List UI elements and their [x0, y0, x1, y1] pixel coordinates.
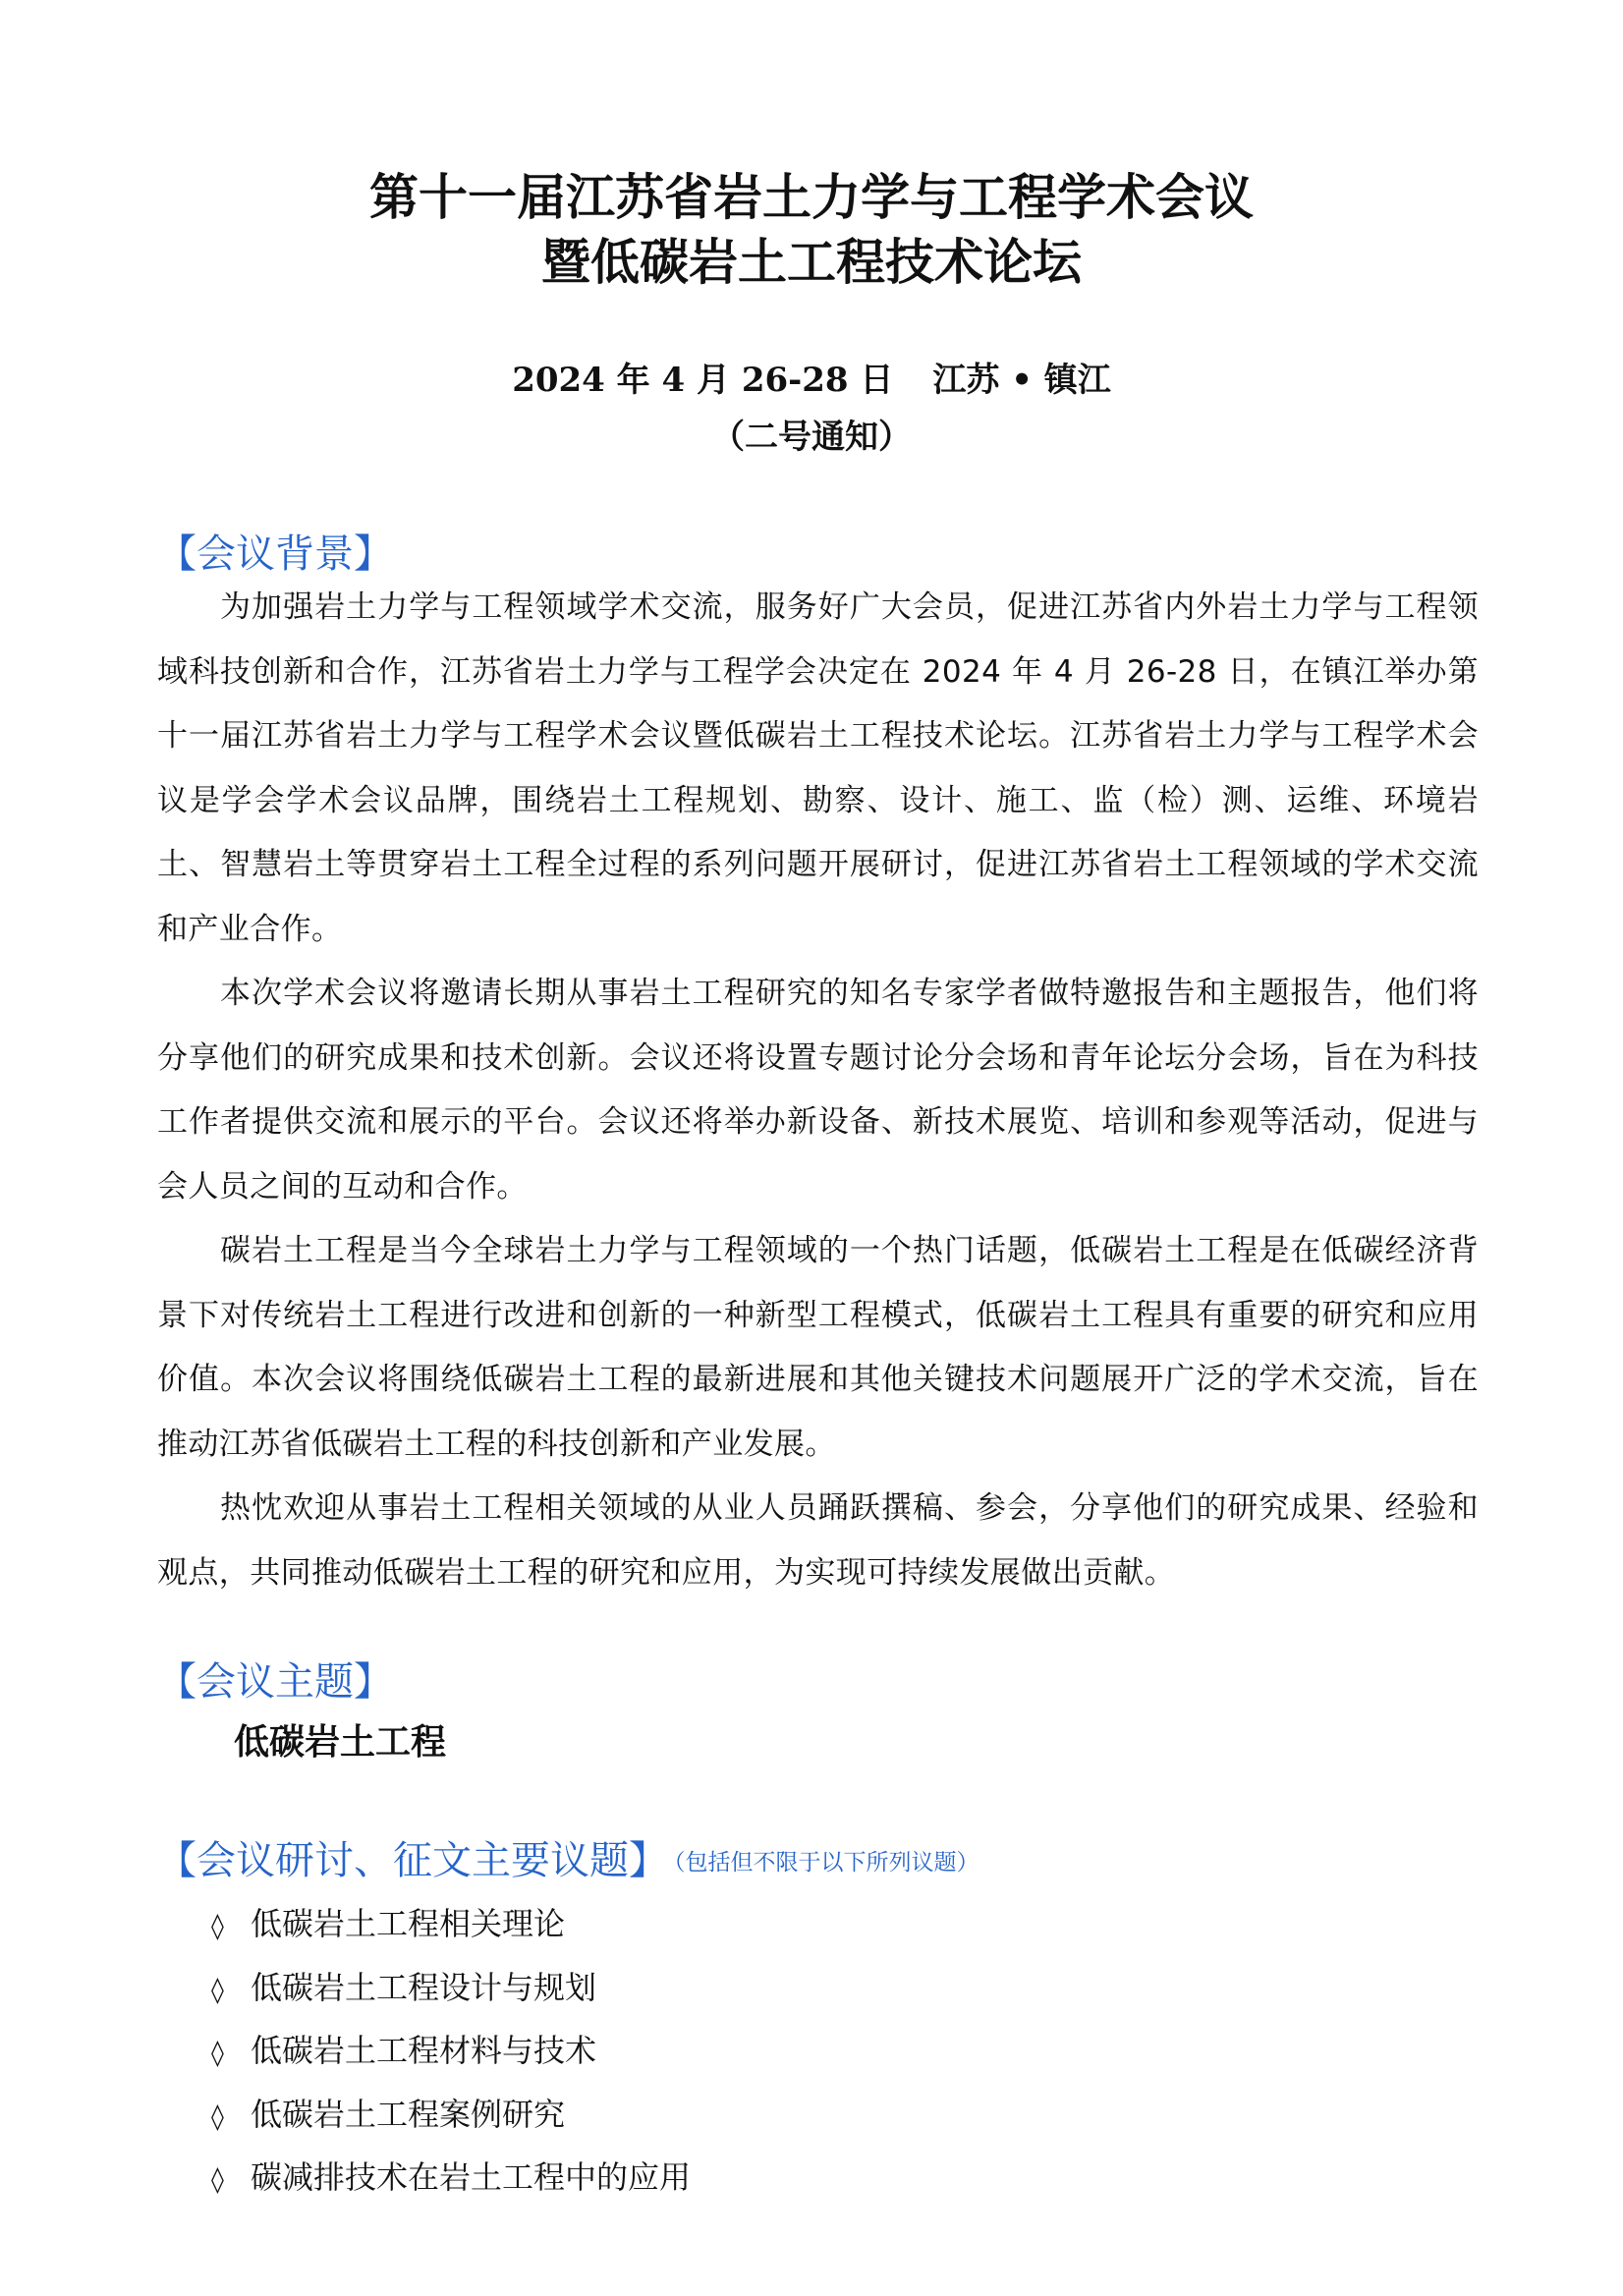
- diamond-bullet-icon: ◊: [211, 2101, 224, 2132]
- conference-meta: [0, 352, 1623, 466]
- list-item: [211, 1894, 691, 1958]
- background-paragraph-3: 碳岩土工程是当今全球岩土力学与工程领域的一个热门话题，低碳岩土工程是在低碳经济背景下对传统岩土工程进行改进和创新的一种新型工程模式，低碳岩土工程具有重要的研究和应用价值。本次会议将围绕低碳岩土工程的最新进展和其他关键技术问题展开广泛的学术交流，旨在推动江苏省低碳岩土工程的科技创新和产业发展。: [157, 1233, 1479, 1462]
- list-item: [211, 2148, 691, 2212]
- conference-date: 2024 年 4 月 26-28 日: [512, 361, 894, 400]
- background-paragraph-2: 本次学术会议将邀请长期从事岩土工程研究的知名专家学者做特邀报告和主题报告，他们将分享他们的研究成果和技术创新。会议还将设置专题讨论分会场和青年论坛分会场，旨在为科技工作者提供交流和展示的平台。会议还将举办新设备、新技术展览、培训和参观等活动，促进与会人员之间的互动和合作。: [157, 976, 1479, 1204]
- title-line-1: 第十一届江苏省岩土力学与工程学术会议: [369, 169, 1254, 226]
- background-paragraph-4: 热忱欢迎从事岩土工程相关领域的从业人员踊跃撰稿、参会，分享他们的研究成果、经验和观点，共同推动低碳岩土工程的研究和应用，为实现可持续发展做出贡献。: [157, 1490, 1479, 1591]
- date-location-line: [0, 352, 1623, 409]
- diamond-bullet-icon: ◊: [211, 2039, 224, 2068]
- conference-location: 江苏 • 镇江: [932, 361, 1111, 400]
- background-paragraph-1: 为加强岩土力学与工程领域学术交流，服务好广大会员，促进江苏省内外岩土力学与工程领域科技创新和合作，江苏省岩土力学与工程学会决定在 2024 年 4 月 26-28 日，在镇江举办第十一届江苏省岩土力学与工程学术会议暨低碳岩土工程技术论坛。江苏省岩土力学与工程学术会议是学会学术会议品牌，围绕岩土工程规划、勘察、设计、施工、监（检）测、运维、环境岩土、智慧岩土等贯穿岩土工程全过程的系列问题开展研讨，促进江苏省岩土工程领域的学术交流和产业合作。: [157, 589, 1479, 947]
- topic-label: 低碳岩土工程案例研究: [251, 2095, 566, 2133]
- topic-list: [211, 1894, 691, 2212]
- diamond-bullet-icon: ◊: [211, 2165, 224, 2195]
- list-item: [211, 1958, 691, 2022]
- topic-label: 低碳岩土工程相关理论: [251, 1905, 566, 1942]
- topics-heading-note: （包括但不限于以下所列议题）: [674, 1850, 979, 1876]
- topic-label: 低碳岩土工程材料与技术: [251, 2032, 597, 2069]
- diamond-bullet-icon: ◊: [211, 1912, 224, 1941]
- theme-heading: 【会议主题】: [157, 1659, 393, 1705]
- notice-number: （二号通知）: [711, 418, 912, 457]
- theme-text: 低碳岩土工程: [234, 1722, 447, 1763]
- list-item: [211, 2021, 691, 2085]
- diamond-bullet-icon: ◊: [211, 1975, 224, 2005]
- topic-label: 碳减排技术在岩土工程中的应用: [251, 2158, 692, 2196]
- background-body: [157, 576, 1479, 1605]
- document-title: [0, 165, 1623, 295]
- topics-heading: [157, 1835, 979, 1888]
- topics-heading-label: 【会议研讨、征文主要议题】: [157, 1838, 668, 1883]
- background-heading: 【会议背景】: [157, 532, 393, 577]
- topic-label: 低碳岩土工程设计与规划: [251, 1968, 597, 2006]
- title-line-2: 暨低碳岩土工程技术论坛: [541, 234, 1082, 291]
- list-item: [211, 2085, 691, 2149]
